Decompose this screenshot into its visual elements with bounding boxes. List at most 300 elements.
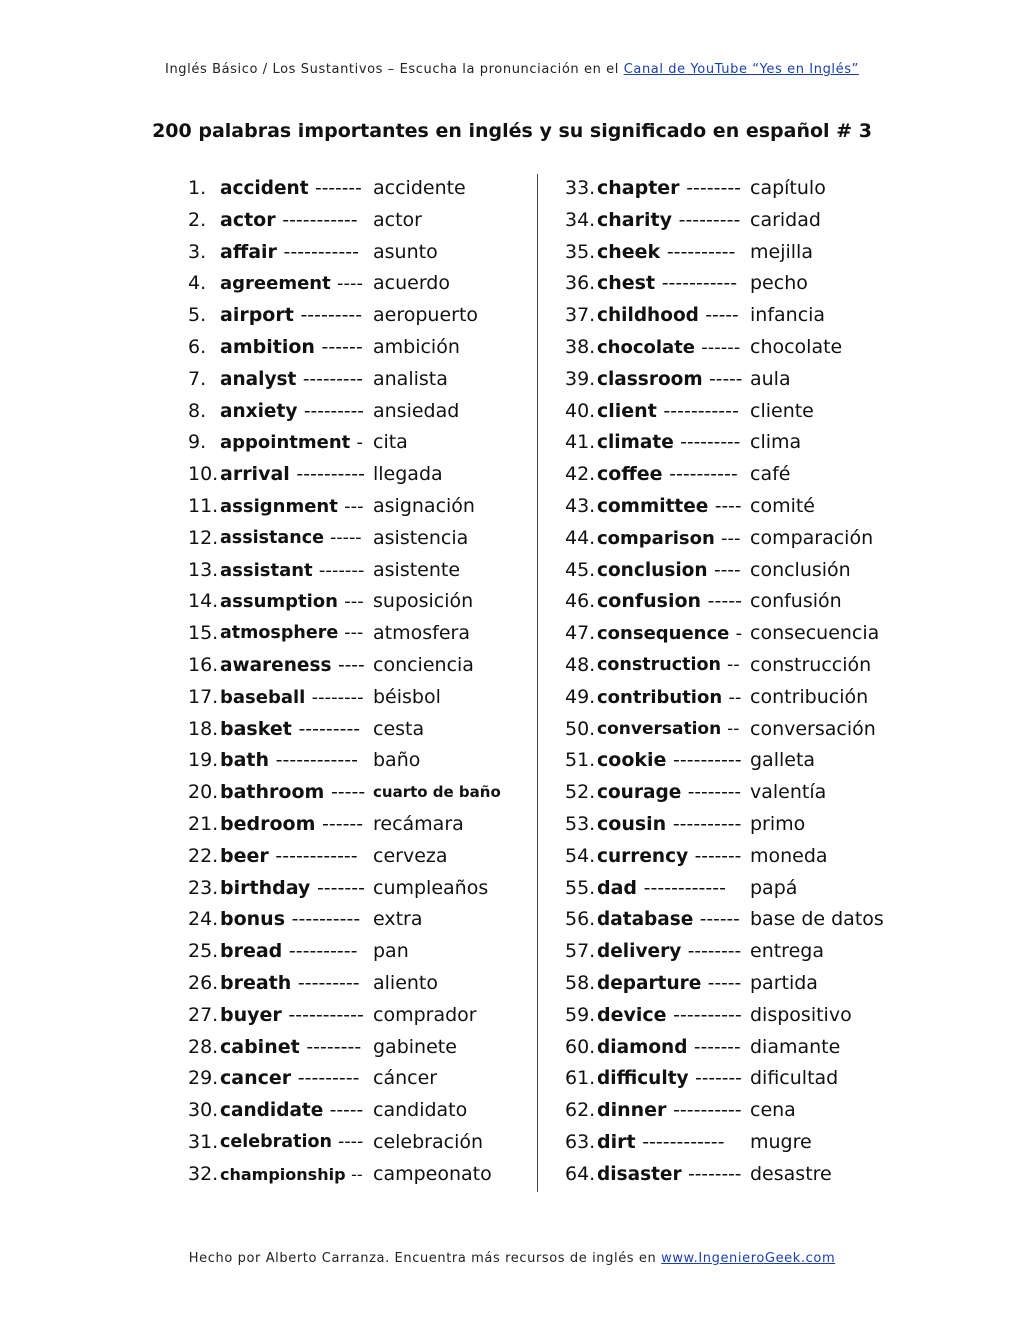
english-word xyxy=(220,1095,363,1127)
item-number: 30. xyxy=(188,1099,219,1122)
item-number: 41. xyxy=(565,431,596,454)
separator-dashes: ---------- xyxy=(673,1003,742,1026)
spanish-translation: chocolate xyxy=(750,335,843,358)
english-word xyxy=(597,777,741,809)
spanish-translation: acuerdo xyxy=(373,272,450,295)
english-word-text: chest xyxy=(597,272,656,295)
english-word-text: assignment xyxy=(220,495,338,517)
english-word xyxy=(597,618,742,650)
item-number: 50. xyxy=(565,717,596,740)
spanish-translation: extra xyxy=(373,908,423,931)
spanish-translation: conciencia xyxy=(373,653,474,676)
separator-dashes: -- xyxy=(728,686,742,708)
english-word-text: cancer xyxy=(220,1067,292,1090)
english-word xyxy=(597,1063,742,1095)
english-word xyxy=(220,936,357,968)
separator-dashes: ----- xyxy=(709,368,743,390)
english-word xyxy=(220,459,365,491)
spanish-translation: conversación xyxy=(750,717,876,740)
item-number: 26. xyxy=(188,971,219,994)
english-word xyxy=(597,300,739,332)
separator-dashes: ----- xyxy=(705,305,739,327)
english-word xyxy=(597,650,740,682)
separator-dashes: ---------- xyxy=(666,240,736,263)
english-word xyxy=(597,1095,742,1127)
spanish-translation: aula xyxy=(750,367,791,390)
spanish-translation: cita xyxy=(373,431,408,454)
item-number: 45. xyxy=(565,558,596,581)
english-word xyxy=(220,904,360,936)
separator-dashes: ---------- xyxy=(291,908,361,931)
english-word xyxy=(597,1127,724,1159)
separator-dashes: -- xyxy=(351,1164,363,1184)
separator-dashes: --- xyxy=(344,623,364,644)
english-word xyxy=(597,586,742,618)
separator-dashes: --------- xyxy=(300,304,363,327)
spanish-translation: cesta xyxy=(373,717,425,740)
separator-dashes: ---------- xyxy=(672,812,742,835)
english-word-text: bedroom xyxy=(220,812,316,835)
english-word-text: actor xyxy=(220,208,276,231)
page-header xyxy=(0,62,1024,77)
english-word xyxy=(220,237,359,269)
separator-dashes: -------- xyxy=(688,1163,742,1185)
english-word xyxy=(597,364,742,396)
separator-dashes: ----------- xyxy=(283,240,359,263)
english-word-text: delivery xyxy=(597,941,682,963)
english-word-text: consequence xyxy=(597,623,730,645)
spanish-translation: comité xyxy=(750,494,815,517)
english-word xyxy=(220,841,358,873)
english-word-text: atmosphere xyxy=(220,623,339,644)
item-number: 15. xyxy=(188,622,219,645)
separator-dashes: ---- xyxy=(338,1131,364,1152)
separator-dashes: ------- xyxy=(695,1068,742,1090)
english-word xyxy=(220,555,364,587)
english-word-text: championship xyxy=(220,1164,346,1184)
spanish-translation: entrega xyxy=(750,940,824,963)
english-word xyxy=(597,237,735,269)
english-word-text: construction xyxy=(597,654,721,675)
english-word xyxy=(220,586,364,618)
english-word xyxy=(597,936,741,968)
english-word-text: diamond xyxy=(597,1036,688,1058)
item-number: 12. xyxy=(188,526,219,549)
item-number: 1. xyxy=(188,177,207,199)
separator-dashes: -------- xyxy=(687,782,742,804)
english-word-text: dad xyxy=(597,876,638,899)
english-word xyxy=(220,873,365,905)
separator-dashes: ----------- xyxy=(663,399,739,422)
item-number: 46. xyxy=(565,590,596,613)
separator-dashes: ----------- xyxy=(661,272,738,295)
item-number: 25. xyxy=(188,940,219,963)
item-number: 53. xyxy=(565,812,596,835)
separator-dashes: --------- xyxy=(298,717,361,740)
english-word-text: accident xyxy=(220,178,309,199)
spanish-translation: analista xyxy=(373,367,448,390)
spanish-translation: gabinete xyxy=(373,1035,457,1058)
page-title: 200 palabras importantes en inglés y su significado en español # 3 xyxy=(152,120,872,142)
english-word-text: comparison xyxy=(597,527,715,549)
english-word xyxy=(220,364,363,396)
item-number: 37. xyxy=(565,304,596,327)
spanish-translation: cerveza xyxy=(373,844,448,867)
english-word-text: arrival xyxy=(220,463,290,486)
english-word-text: bonus xyxy=(220,908,286,931)
item-number: 59. xyxy=(565,1003,596,1026)
separator-dashes: --- xyxy=(721,527,741,549)
item-number: 36. xyxy=(565,272,596,295)
spanish-translation: cliente xyxy=(750,399,814,422)
english-word-text: childhood xyxy=(597,305,699,327)
separator-dashes: ------- xyxy=(694,845,742,867)
english-word xyxy=(220,396,364,428)
separator-dashes: ----------- xyxy=(282,208,358,231)
separator-dashes: ------ xyxy=(701,336,741,358)
english-word xyxy=(220,809,363,841)
english-word xyxy=(220,1127,363,1159)
english-word-text: basket xyxy=(220,717,292,740)
spanish-translation: cumpleaños xyxy=(373,876,489,899)
spanish-translation: ansiedad xyxy=(373,399,460,422)
item-number: 11. xyxy=(188,494,219,517)
english-word xyxy=(220,1000,364,1032)
english-word xyxy=(220,523,362,555)
english-word xyxy=(597,268,737,300)
english-word xyxy=(597,873,726,905)
english-word-text: difficulty xyxy=(597,1068,689,1090)
english-word xyxy=(597,904,740,936)
spanish-translation: actor xyxy=(373,208,422,231)
english-word xyxy=(597,173,741,205)
spanish-translation: asistencia xyxy=(373,526,469,549)
english-word-text: conversation xyxy=(597,718,722,739)
spanish-translation: base de datos xyxy=(750,908,884,931)
spanish-translation: asistente xyxy=(373,558,461,581)
separator-dashes: ---- xyxy=(337,273,363,295)
item-number: 18. xyxy=(188,717,219,740)
separator-dashes: --- xyxy=(344,495,364,517)
item-number: 35. xyxy=(565,240,596,263)
spanish-translation: infancia xyxy=(750,304,826,327)
separator-dashes: ------ xyxy=(699,909,740,931)
english-word xyxy=(597,491,742,523)
spanish-translation: cáncer xyxy=(373,1067,438,1090)
separator-dashes: --- xyxy=(344,591,364,613)
column-divider xyxy=(537,174,538,1192)
english-word xyxy=(220,777,365,809)
english-word-text: device xyxy=(597,1003,667,1026)
english-word-text: conclusion xyxy=(597,559,708,581)
english-word xyxy=(597,396,739,428)
english-word xyxy=(597,809,741,841)
separator-dashes: ------------ xyxy=(643,876,726,899)
spanish-translation: construcción xyxy=(750,653,872,676)
english-word xyxy=(597,427,740,459)
spanish-translation: primo xyxy=(750,812,806,835)
item-number: 19. xyxy=(188,749,219,772)
spanish-translation: baño xyxy=(373,749,421,772)
separator-dashes: -------- xyxy=(687,941,742,963)
english-word-text: baseball xyxy=(220,686,306,708)
english-word-text: classroom xyxy=(597,368,703,390)
separator-dashes: ---- xyxy=(714,495,742,517)
item-number: 60. xyxy=(565,1035,596,1058)
english-word-text: disaster xyxy=(597,1163,682,1185)
english-word-text: chocolate xyxy=(597,336,696,358)
english-word xyxy=(220,300,362,332)
item-number: 9. xyxy=(188,431,207,454)
english-word-text: bread xyxy=(220,940,283,963)
separator-dashes: ---- xyxy=(337,654,365,676)
separator-dashes: --------- xyxy=(680,432,741,454)
english-word xyxy=(597,205,740,237)
english-word-text: assumption xyxy=(220,591,338,613)
item-number: 27. xyxy=(188,1003,219,1026)
english-word xyxy=(597,841,741,873)
english-word xyxy=(220,205,358,237)
item-number: 17. xyxy=(188,685,219,708)
separator-dashes: -------- xyxy=(311,686,364,708)
english-word xyxy=(220,682,364,714)
item-number: 51. xyxy=(565,749,596,772)
item-number: 40. xyxy=(565,399,596,422)
english-word xyxy=(597,1032,741,1064)
item-number: 5. xyxy=(188,304,207,327)
spanish-translation: galleta xyxy=(750,749,816,772)
separator-dashes: ----- xyxy=(330,527,362,548)
english-word xyxy=(597,555,741,587)
english-word-text: currency xyxy=(597,845,689,867)
separator-dashes: ---------- xyxy=(288,940,358,963)
spanish-translation: accidente xyxy=(373,177,466,199)
spanish-translation: cena xyxy=(750,1099,796,1122)
english-word xyxy=(220,1032,361,1064)
spanish-translation: partida xyxy=(750,971,818,994)
english-word-text: cookie xyxy=(597,749,667,772)
item-number: 63. xyxy=(565,1130,596,1153)
english-word-text: courage xyxy=(597,782,682,804)
english-word-text: analyst xyxy=(220,368,297,390)
english-word xyxy=(220,491,364,523)
english-word xyxy=(220,714,360,746)
spanish-translation: comparación xyxy=(750,526,874,549)
separator-dashes: ------------ xyxy=(275,749,358,772)
item-number: 13. xyxy=(188,558,219,581)
spanish-translation: asignación xyxy=(373,494,475,517)
english-word-text: departure xyxy=(597,972,702,994)
english-word-text: cousin xyxy=(597,812,667,835)
separator-dashes: --------- xyxy=(297,971,360,994)
english-word xyxy=(220,268,363,300)
spanish-translation: diamante xyxy=(750,1035,841,1058)
item-number: 22. xyxy=(188,844,219,867)
item-number: 52. xyxy=(565,781,596,804)
english-word xyxy=(597,1159,741,1191)
item-number: 8. xyxy=(188,399,207,422)
english-word-text: charity xyxy=(597,208,672,231)
item-number: 49. xyxy=(565,685,596,708)
english-word-text: agreement xyxy=(220,273,331,295)
separator-dashes: - xyxy=(356,432,364,454)
item-number: 61. xyxy=(565,1067,596,1090)
english-word xyxy=(220,173,362,205)
spanish-translation: consecuencia xyxy=(750,622,880,645)
separator-dashes: ------- xyxy=(316,876,365,899)
item-number: 14. xyxy=(188,590,219,613)
item-number: 21. xyxy=(188,812,219,835)
item-number: 28. xyxy=(188,1035,219,1058)
english-word-text: chapter xyxy=(597,177,680,199)
english-word-text: cabinet xyxy=(220,1035,300,1058)
separator-dashes: ---- xyxy=(714,559,741,581)
english-word-text: coffee xyxy=(597,463,663,486)
spanish-translation: campeonato xyxy=(373,1162,492,1185)
english-word-text: celebration xyxy=(220,1131,332,1152)
separator-dashes: --------- xyxy=(297,1067,360,1090)
english-word-text: confusion xyxy=(597,590,702,613)
item-number: 55. xyxy=(565,876,596,899)
english-word-text: committee xyxy=(597,495,709,517)
separator-dashes: ------- xyxy=(315,178,362,199)
spanish-translation: contribución xyxy=(750,685,869,708)
item-number: 20. xyxy=(188,781,219,804)
item-number: 33. xyxy=(565,177,596,199)
spanish-translation: caridad xyxy=(750,208,821,231)
item-number: 6. xyxy=(188,335,207,358)
item-number: 2. xyxy=(188,208,207,231)
spanish-translation: recámara xyxy=(373,812,464,835)
english-word-text: bath xyxy=(220,749,270,772)
english-word-text: awareness xyxy=(220,654,332,676)
english-word-text: beer xyxy=(220,844,269,867)
english-word xyxy=(220,332,363,364)
english-word-text: dirt xyxy=(597,1130,636,1153)
header-text: Inglés Básico / Los Sustantivos – Escucha la pronunciación en el xyxy=(165,62,624,77)
spanish-translation: mejilla xyxy=(750,240,813,263)
english-word-text: assistant xyxy=(220,559,313,581)
english-word xyxy=(597,714,739,746)
spanish-translation: celebración xyxy=(373,1130,484,1153)
item-number: 44. xyxy=(565,526,596,549)
item-number: 34. xyxy=(565,208,596,231)
item-number: 16. xyxy=(188,653,219,676)
english-word xyxy=(597,332,740,364)
separator-dashes: ----- xyxy=(707,590,742,613)
spanish-translation: béisbol xyxy=(373,685,441,708)
english-word-text: appointment xyxy=(220,432,351,454)
item-number: 23. xyxy=(188,876,219,899)
youtube-channel-link[interactable]: Canal de YouTube “Yes en Inglés” xyxy=(623,62,859,77)
english-word-text: breath xyxy=(220,971,292,994)
spanish-translation: pecho xyxy=(750,272,808,295)
english-word xyxy=(597,745,742,777)
spanish-translation: suposición xyxy=(373,590,474,613)
spanish-translation: comprador xyxy=(373,1003,477,1026)
separator-dashes: -- xyxy=(727,654,740,675)
english-word xyxy=(220,650,365,682)
english-word-text: airport xyxy=(220,304,294,327)
english-word xyxy=(597,968,741,1000)
item-number: 47. xyxy=(565,622,596,645)
item-number: 48. xyxy=(565,653,596,676)
item-number: 32. xyxy=(188,1162,219,1185)
separator-dashes: ----- xyxy=(329,1100,364,1122)
english-word-text: candidate xyxy=(220,1100,324,1122)
english-word xyxy=(597,459,738,491)
item-number: 24. xyxy=(188,908,219,931)
english-word-text: anxiety xyxy=(220,400,298,422)
separator-dashes: -- xyxy=(727,718,740,739)
item-number: 42. xyxy=(565,463,596,486)
spanish-translation: asunto xyxy=(373,240,438,263)
item-number: 29. xyxy=(188,1067,219,1090)
english-word-text: birthday xyxy=(220,876,311,899)
english-word-text: contribution xyxy=(597,686,723,708)
separator-dashes: ---------- xyxy=(673,1099,742,1122)
spanish-translation: atmosfera xyxy=(373,622,470,645)
spanish-translation: dispositivo xyxy=(750,1003,852,1026)
item-number: 54. xyxy=(565,844,596,867)
separator-dashes: ----- xyxy=(330,781,366,804)
spanish-translation: moneda xyxy=(750,844,828,867)
english-word xyxy=(220,968,360,1000)
website-link[interactable]: www.IngenieroGeek.com xyxy=(661,1251,836,1266)
spanish-translation: candidato xyxy=(373,1099,468,1122)
item-number: 38. xyxy=(565,335,596,358)
separator-dashes: --------- xyxy=(303,400,364,422)
item-number: 31. xyxy=(188,1130,219,1153)
english-word-text: climate xyxy=(597,432,674,454)
spanish-translation: llegada xyxy=(373,463,443,486)
english-word xyxy=(597,682,741,714)
spanish-translation: mugre xyxy=(750,1130,812,1153)
spanish-translation: desastre xyxy=(750,1162,832,1185)
item-number: 62. xyxy=(565,1099,596,1122)
english-word xyxy=(597,1000,742,1032)
spanish-translation: aeropuerto xyxy=(373,304,479,327)
english-word-text: database xyxy=(597,909,694,931)
separator-dashes: ----- xyxy=(707,972,742,994)
english-word-text: cheek xyxy=(597,240,661,263)
separator-dashes: --------- xyxy=(302,368,363,390)
separator-dashes: - xyxy=(735,623,743,645)
item-number: 56. xyxy=(565,908,596,931)
separator-dashes: ---------- xyxy=(296,463,365,486)
english-word xyxy=(220,745,358,777)
item-number: 58. xyxy=(565,971,596,994)
separator-dashes: ------ xyxy=(321,335,363,358)
item-number: 39. xyxy=(565,367,596,390)
spanish-translation: papá xyxy=(750,876,798,899)
spanish-translation: confusión xyxy=(750,590,842,613)
spanish-translation: capítulo xyxy=(750,177,826,199)
separator-dashes: ------- xyxy=(318,559,365,581)
english-word-text: bathroom xyxy=(220,781,325,804)
english-word xyxy=(220,1159,363,1191)
spanish-translation: cuarto de baño xyxy=(373,783,501,802)
spanish-translation: pan xyxy=(373,940,409,963)
english-word xyxy=(220,427,363,459)
separator-dashes: ---------- xyxy=(669,463,738,486)
item-number: 7. xyxy=(188,367,207,390)
english-word-text: buyer xyxy=(220,1003,282,1026)
separator-dashes: ------ xyxy=(322,812,364,835)
separator-dashes: -------- xyxy=(306,1035,362,1058)
spanish-translation: conclusión xyxy=(750,558,851,581)
separator-dashes: ------- xyxy=(693,1036,741,1058)
